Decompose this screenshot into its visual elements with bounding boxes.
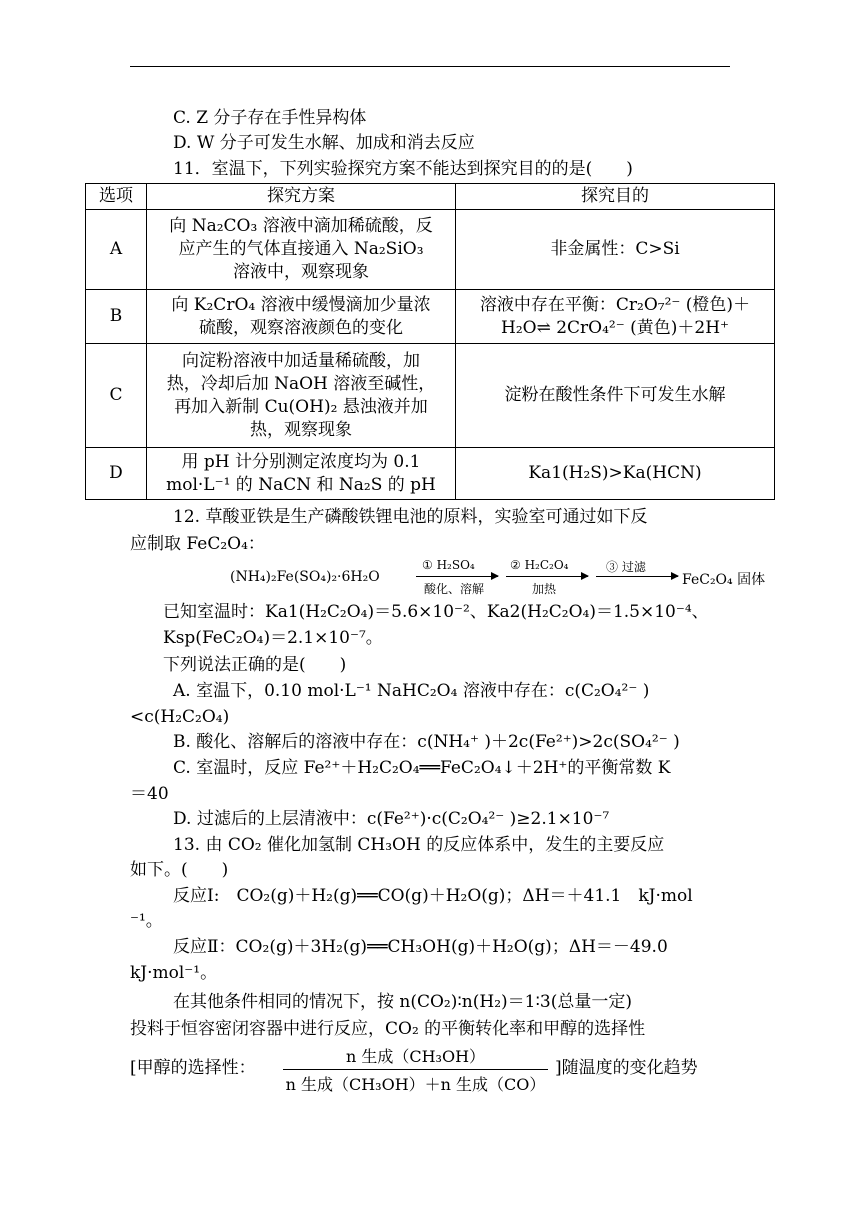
row-plan	[147, 290, 456, 344]
plan-line: 用 pH 计分别测定浓度均为 0.1	[181, 451, 421, 472]
plan-line: 热，观察现象	[250, 419, 352, 440]
question-13-line1: 13. 由 CO₂ 催化加氢制 CH₃OH 的反应体系中，发生的主要反应	[173, 835, 665, 855]
goal-line: 非金属性：C>Si	[550, 239, 680, 259]
step2-reagent: ② H₂C₂O₄	[510, 558, 569, 572]
q11-table	[85, 183, 775, 500]
question-11: 11．室温下，下列实验探究方案不能达到探究目的的是( )	[173, 159, 633, 179]
plan-line: 向 Na₂CO₃ 溶液中滴加稀硫酸，反	[169, 216, 433, 236]
reaction-2-line2: kJ·mol⁻¹。	[130, 963, 218, 983]
question-12-ask: 下列说法正确的是( )	[163, 655, 347, 675]
table-row	[86, 210, 775, 290]
question-12-line1: 12. 草酸亚铁是生产磷酸铁锂电池的原料，实验室可通过如下反	[173, 507, 648, 527]
plan-line: mol·L⁻¹ 的 NaCN 和 Na₂S 的 pH	[166, 474, 436, 495]
paragraph-line3-start: [甲醇的选择性：	[130, 1058, 256, 1078]
plan-line: 应产生的气体直接通入 Na₂SiO₃	[178, 239, 424, 259]
option-c-line2: ＝40	[130, 784, 169, 804]
plan-line: 硫酸，观察溶液颜色的变化	[199, 317, 403, 338]
header-option: 选项	[86, 184, 147, 210]
table-row	[86, 448, 775, 500]
header-goal: 探究目的	[456, 184, 775, 210]
reaction-2-line1: 反应Ⅱ：CO₂(g)＋3H₂(g)══CH₃OH(g)＋H₂O(g)；ΔH＝－49.0	[173, 937, 668, 957]
paragraph-line2: 投料于恒容密闭容器中进行反应，CO₂ 的平衡转化率和甲醇的选择性	[130, 1019, 646, 1039]
plan-line: 溶液中，观察现象	[233, 262, 369, 282]
fraction-denominator: n 生成（CH₃OH）＋n 生成（CO）	[285, 1075, 546, 1094]
step1-reagent: ① H₂SO₄	[422, 558, 475, 572]
step1-condition: 酸化、溶解	[424, 582, 485, 596]
question-12-line2: 应制取 FeC₂O₄：	[130, 534, 265, 554]
fraction-numerator: n 生成（CH₃OH）	[345, 1047, 486, 1066]
option-c-q10: C. Z 分子存在手性异构体	[173, 108, 367, 128]
option-d-q10: D. W 分子可发生水解、加成和消去反应	[173, 133, 475, 153]
question-13-line2: 如下。( )	[130, 860, 229, 880]
arrow-icon	[596, 576, 678, 577]
reaction-1-line2: ⁻¹。	[130, 911, 163, 931]
arrow-icon	[416, 576, 498, 577]
step3-reagent: ③ 过滤	[606, 560, 646, 574]
goal-line: H₂O⇌ 2CrO₄²⁻ (黄色)＋2H⁺	[501, 317, 729, 338]
row-goal	[456, 290, 775, 344]
plan-line: 再加入新制 Cu(OH)₂ 悬浊液并加	[174, 396, 428, 417]
row-option: B	[86, 290, 147, 344]
row-option: C	[86, 344, 147, 448]
reaction-scheme	[230, 558, 766, 596]
option-c-line1: C. 室温时，反应 Fe²⁺＋H₂C₂O₄══FeC₂O₄↓＋2H⁺的平衡常数 K	[173, 758, 671, 778]
goal-line: Ka1(H₂S)>Ka(HCN)	[528, 463, 702, 483]
fraction-bar	[283, 1069, 548, 1070]
row-option: A	[86, 210, 147, 290]
option-a-line1: A. 室温下，0.10 mol·L⁻¹ NaHC₂O₄ 溶液中存在：c(C₂O₄²⁻ )	[173, 681, 650, 701]
goal-line: 淀粉在酸性条件下可发生水解	[504, 385, 726, 405]
paragraph-line3-end: ]随温度的变化趋势	[555, 1058, 698, 1078]
known-constants-1: 已知室温时：Ka1(H₂C₂O₄)＝5.6×10⁻²、Ka2(H₂C₂O₄)＝1.5×10⁻⁴、	[163, 602, 709, 622]
option-d: D. 过滤后的上层清液中：c(Fe²⁺)·c(C₂O₄²⁻ )≥2.1×10⁻⁷	[173, 809, 610, 829]
table-header-row	[86, 184, 775, 210]
paragraph-line1: 在其他条件相同的情况下，按 n(CO₂)∶n(H₂)＝1∶3(总量一定)	[173, 992, 632, 1012]
row-goal	[456, 448, 775, 500]
row-plan	[147, 344, 456, 448]
row-plan	[147, 448, 456, 500]
header-plan: 探究方案	[147, 184, 456, 210]
arrow-icon	[506, 576, 588, 577]
row-plan	[147, 210, 456, 290]
goal-line: 溶液中存在平衡：Cr₂O₇²⁻ (橙色)＋	[479, 294, 751, 315]
reaction-start: (NH₄)₂Fe(SO₄)₂·6H₂O	[230, 569, 380, 585]
row-goal	[456, 210, 775, 290]
plan-line: 向 K₂CrO₄ 溶液中缓慢滴加少量浓	[171, 294, 431, 315]
plan-line: 热，冷却后加 NaOH 溶液至碱性，	[166, 373, 436, 394]
header-rule	[130, 66, 730, 67]
known-constants-2: Ksp(FeC₂O₄)＝2.1×10⁻⁷。	[163, 628, 383, 648]
option-b: B. 酸化、溶解后的溶液中存在：c(NH₄⁺ )＋2c(Fe²⁺)>2c(SO₄²⁻ )	[173, 732, 680, 752]
option-a-line2: <c(H₂C₂O₄)	[130, 707, 230, 727]
plan-line: 向淀粉溶液中加适量稀硫酸，加	[182, 350, 420, 371]
row-goal	[456, 344, 775, 448]
reaction-product: FeC₂O₄ 固体	[682, 572, 766, 588]
row-option: D	[86, 448, 147, 500]
reaction-1-line1: 反应Ⅰ: CO₂(g)＋H₂(g)══CO(g)＋H₂O(g)；ΔH＝＋41.1 kJ·mol	[173, 886, 693, 906]
table-row	[86, 344, 775, 448]
step2-condition: 加热	[532, 582, 557, 596]
selectivity-fraction	[283, 1044, 548, 1095]
table-row	[86, 290, 775, 344]
